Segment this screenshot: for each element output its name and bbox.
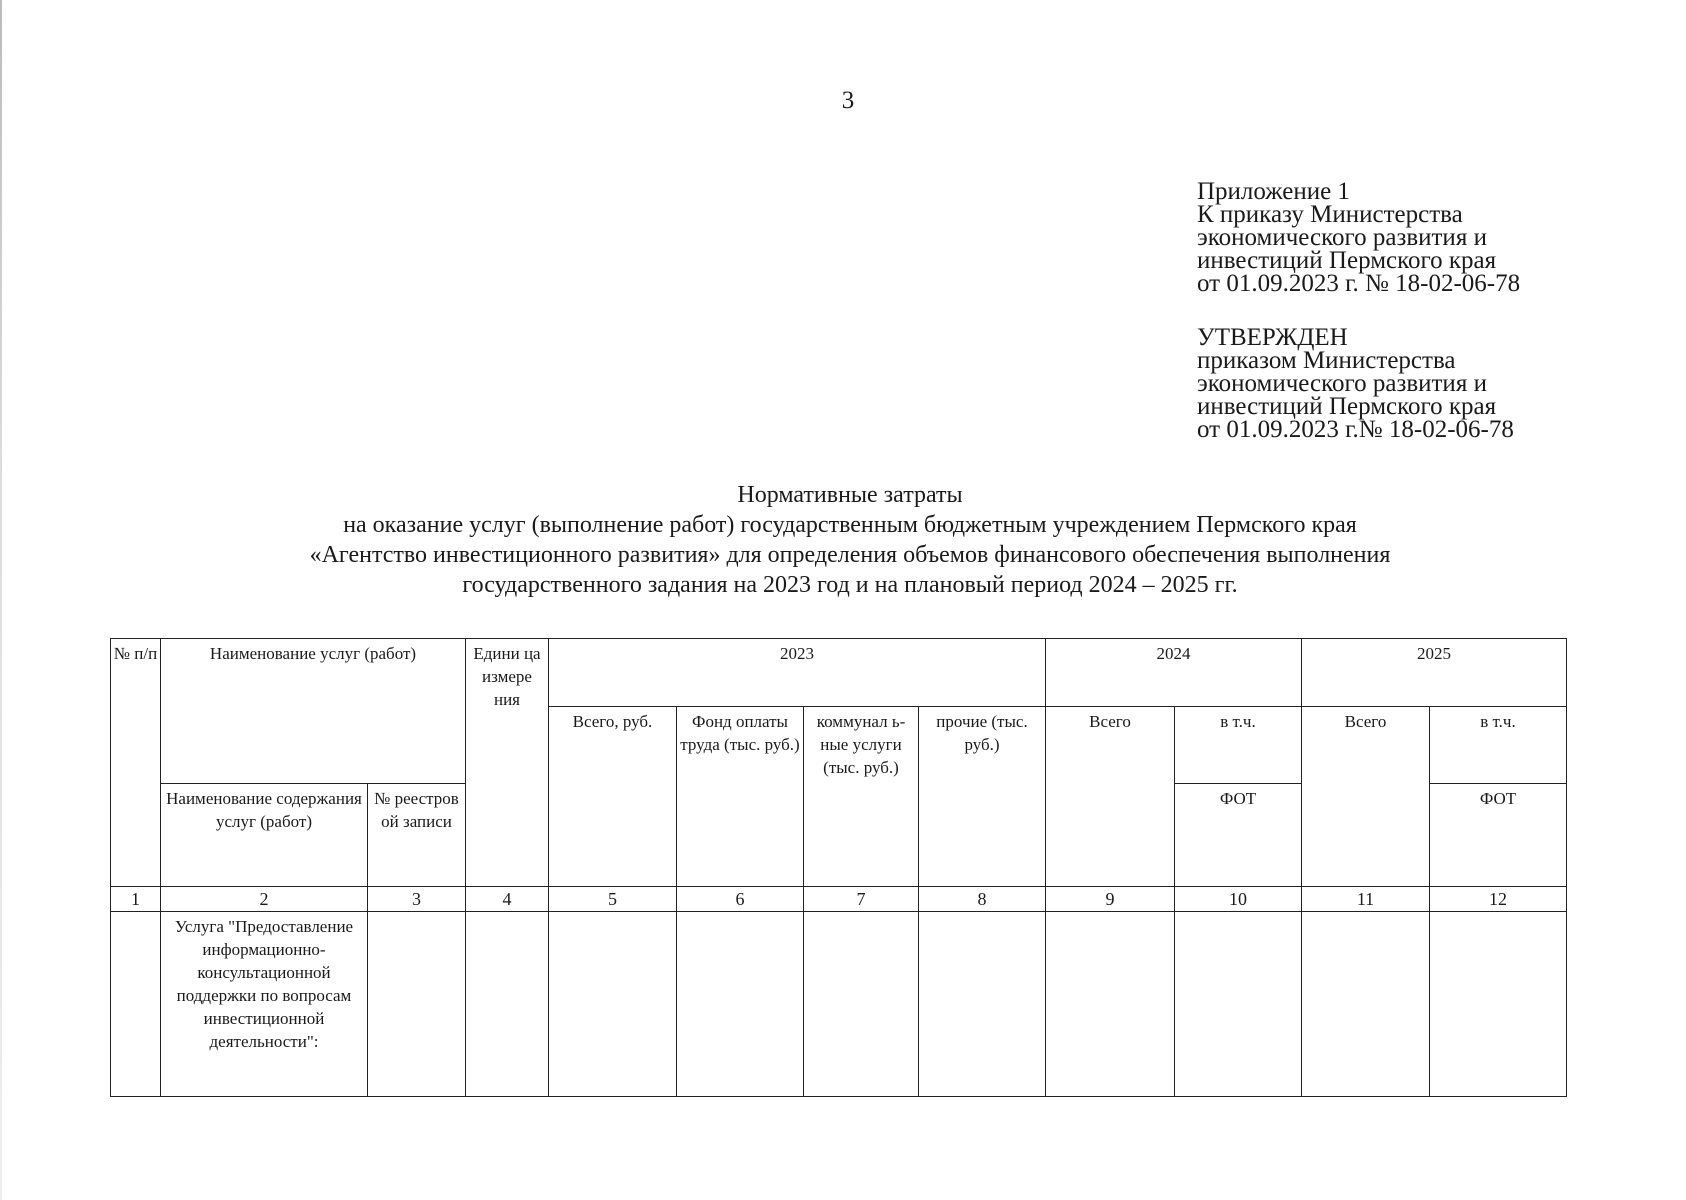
column-number: 4	[466, 887, 549, 912]
annex-line: К приказу Министерства	[1197, 201, 1463, 228]
row-num	[111, 912, 161, 1097]
annex-block	[1197, 180, 1520, 295]
approval-line: экономического развития и	[1197, 370, 1487, 397]
title-line: государственного задания на 2023 год и на плановый период 2024 – 2025 гг.	[462, 572, 1238, 598]
column-number: 5	[549, 887, 677, 912]
row-total-rub	[549, 912, 677, 1097]
page-number: 3	[841, 87, 855, 114]
header-fot-2025: ФОТ	[1430, 784, 1567, 887]
column-number: 1	[111, 887, 161, 912]
header-registry-no: № реестров ой записи	[368, 784, 466, 887]
normative-costs-table	[110, 638, 1567, 1097]
table-row	[111, 912, 1567, 1097]
approval-line: от 01.09.2023 г.№ 18-02-06-78	[1197, 416, 1514, 443]
annex-line: Приложение 1	[1197, 178, 1350, 205]
row-unit	[466, 912, 549, 1097]
column-number: 6	[677, 887, 804, 912]
header-content-name: Наименование содержания услуг (работ)	[161, 784, 368, 887]
header-payroll: Фонд оплаты труда (тыс. руб.)	[677, 707, 804, 887]
header-year-2025: 2025	[1302, 639, 1567, 707]
column-number: 9	[1046, 887, 1175, 912]
header-incl-2025: в т.ч.	[1430, 707, 1567, 784]
column-number: 3	[368, 887, 466, 912]
header-other: прочие (тыс. руб.)	[919, 707, 1046, 887]
row-payroll	[677, 912, 804, 1097]
header-incl-2024: в т.ч.	[1175, 707, 1302, 784]
approval-line: УТВЕРЖДЕН	[1197, 324, 1348, 351]
column-number: 7	[804, 887, 919, 912]
row-fot-2024	[1175, 912, 1302, 1097]
annex-line: инвестиций Пермского края	[1197, 247, 1497, 274]
row-fot-2025	[1430, 912, 1567, 1097]
column-number: 11	[1302, 887, 1430, 912]
header-total-2025: Всего	[1302, 707, 1430, 887]
service-name-text: Услуга "Предоставление информационно-консультационной поддержки по вопросам инвестиционной деятельности":	[174, 917, 354, 1051]
header-num: № п/п	[111, 639, 161, 887]
column-number: 12	[1430, 887, 1567, 912]
column-number: 8	[919, 887, 1046, 912]
title-line: Нормативные затраты	[737, 482, 963, 508]
title-line: на оказание услуг (выполнение работ) государственным бюджетным учреждением Пермского края	[343, 512, 1357, 538]
row-other	[919, 912, 1046, 1097]
row-total-2024	[1046, 912, 1175, 1097]
header-unit: Едини ца измере ния	[466, 639, 549, 887]
title-line: «Агентство инвестиционного развития» для определения объемов финансового обеспечения выполнения	[309, 542, 1391, 568]
row-content-name	[161, 912, 368, 1097]
annex-line: от 01.09.2023 г. № 18-02-06-78	[1197, 270, 1521, 297]
document-title	[120, 480, 1580, 600]
column-number: 10	[1175, 887, 1302, 912]
column-number: 2	[161, 887, 368, 912]
header-total-2024: Всего	[1046, 707, 1175, 887]
annex-line: экономического развития и	[1197, 224, 1487, 251]
row-registry-no	[368, 912, 466, 1097]
header-service-name: Наименование услуг (работ)	[161, 639, 466, 784]
header-year-2023: 2023	[549, 639, 1046, 707]
header-row-years	[111, 639, 1567, 707]
column-number-row	[111, 887, 1567, 912]
approval-block	[1197, 326, 1514, 441]
row-utilities	[804, 912, 919, 1097]
approval-line: инвестиций Пермского края	[1197, 393, 1497, 420]
header-fot-2024: ФОТ	[1175, 784, 1302, 887]
approval-line: приказом Министерства	[1197, 347, 1456, 374]
header-year-2024: 2024	[1046, 639, 1302, 707]
scan-edge	[0, 0, 2, 1200]
header-utilities: коммунал ь-ные услуги (тыс. руб.)	[804, 707, 919, 887]
header-total-rub: Всего, руб.	[549, 707, 677, 887]
row-total-2025	[1302, 912, 1430, 1097]
